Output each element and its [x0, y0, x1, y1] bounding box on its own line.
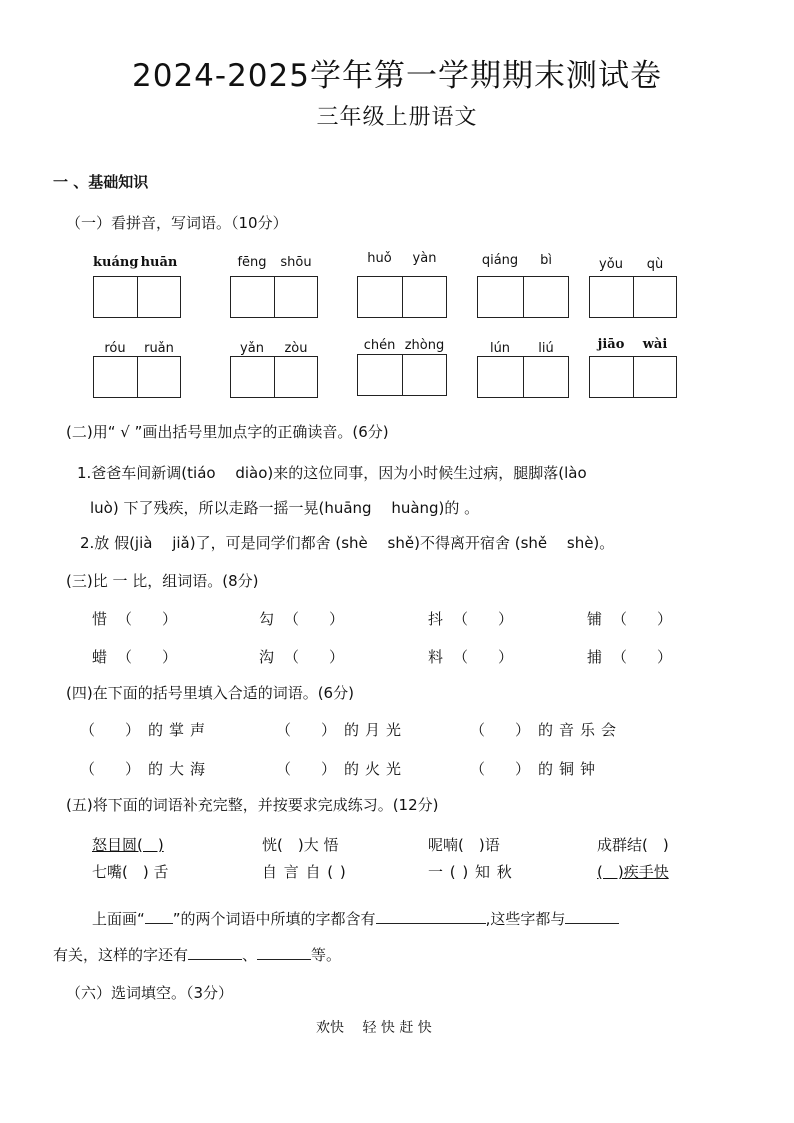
q5-item-5: 七嘴( ) 舌	[92, 863, 169, 881]
q5-paragraph-line1	[92, 908, 619, 929]
pinyin-syllable: huān	[140, 255, 178, 270]
q3-heading: (三)比 一 比，组词语。(8分)	[66, 572, 259, 590]
writing-box[interactable]	[230, 276, 318, 318]
q5-item-1: 怒目圆( )	[92, 836, 164, 854]
q3-char: 料	[428, 648, 444, 666]
q5-para-text-b2: 、	[242, 946, 258, 964]
q3-item	[259, 608, 344, 629]
pinyin-syllable: wài	[642, 337, 668, 352]
writing-cell[interactable]	[274, 277, 318, 317]
writing-cell[interactable]	[94, 357, 137, 397]
answer-parens[interactable]: （ ）	[284, 610, 345, 628]
q4-item	[276, 719, 407, 740]
writing-cell[interactable]	[590, 357, 633, 397]
q4-phrase: 的掌声	[148, 721, 212, 739]
answer-parens[interactable]: （ ）	[117, 610, 178, 628]
q5-para-text-b1: 有关，这样的字还有	[53, 946, 189, 964]
q2-heading: (二)用“ √ ”画出括号里加点字的正确读音。(6分)	[66, 423, 389, 441]
answer-parens[interactable]: （ ）	[612, 610, 673, 628]
q5-para-text-b3: 等。	[311, 946, 342, 964]
writing-cell[interactable]	[402, 277, 447, 317]
answer-parens[interactable]: （ ）	[612, 648, 673, 666]
writing-cell[interactable]	[231, 277, 274, 317]
writing-cell[interactable]	[633, 357, 677, 397]
pinyin-syllable: chén	[363, 338, 396, 353]
writing-cell[interactable]	[137, 277, 181, 317]
pinyin-syllable: jiāo	[597, 337, 625, 352]
q3-char: 捕	[587, 648, 603, 666]
q6-heading: （六）选词填空。（3分）	[66, 984, 234, 1002]
q4-phrase: 的音乐会	[538, 721, 623, 739]
writing-box[interactable]	[589, 356, 677, 398]
q4-heading: (四)在下面的括号里填入合适的词语。(6分)	[66, 684, 354, 702]
q4-phrase: 的大海	[148, 760, 212, 778]
answer-parens[interactable]: （ ）	[284, 648, 345, 666]
writing-cell[interactable]	[137, 357, 181, 397]
q3-char: 蜡	[92, 648, 108, 666]
answer-blank[interactable]	[565, 909, 619, 924]
page-title: 2024-2025学年第一学期期末测试卷	[132, 58, 662, 94]
writing-cell[interactable]	[523, 357, 569, 397]
writing-box[interactable]	[477, 356, 569, 398]
section-heading: 一 、基础知识	[53, 173, 149, 191]
answer-blank[interactable]	[145, 909, 173, 924]
answer-parens[interactable]: （ ）	[80, 760, 141, 778]
q3-item	[92, 608, 177, 629]
pinyin-syllable: shōu	[280, 255, 312, 270]
q3-char: 铺	[587, 610, 603, 628]
answer-parens[interactable]: （ ）	[470, 721, 531, 739]
pinyin-syllable: ruǎn	[144, 341, 174, 356]
q2-sentence-2: 2.放 假(jià jiǎ)了，可是同学们都舍 (shè shě)不得离开宿舍 (shě shè)。	[80, 534, 615, 552]
q5-para-text-a2: ”的两个词语中所填的字都含有	[172, 910, 376, 928]
q3-item	[92, 646, 177, 667]
writing-box[interactable]	[93, 356, 181, 398]
writing-cell[interactable]	[358, 355, 402, 395]
answer-parens[interactable]: （ ）	[117, 648, 178, 666]
writing-box[interactable]	[589, 276, 677, 318]
q2-sentence-1a: 1.爸爸车间新调(tiáo diào)来的这位同事，因为小时候生过病，腿脚落(lào	[77, 464, 587, 482]
writing-cell[interactable]	[478, 277, 523, 317]
answer-parens[interactable]: （ ）	[276, 721, 337, 739]
q4-item	[276, 758, 407, 779]
writing-box[interactable]	[477, 276, 569, 318]
writing-cell[interactable]	[402, 355, 447, 395]
pinyin-syllable: róu	[104, 341, 126, 356]
writing-cell[interactable]	[274, 357, 318, 397]
pinyin-syllable: yǎn	[240, 341, 264, 356]
pinyin-syllable: qiáng	[481, 253, 519, 268]
answer-parens[interactable]: （ ）	[276, 760, 337, 778]
q5-item-6: 自 言 自 ( )	[262, 863, 347, 881]
writing-cell[interactable]	[478, 357, 523, 397]
writing-cell[interactable]	[633, 277, 677, 317]
pinyin-syllable: zòu	[284, 341, 308, 356]
pinyin-syllable: fēng	[237, 255, 267, 270]
answer-parens[interactable]: （ ）	[453, 610, 514, 628]
q5-item-3: 呢喃( )语	[428, 836, 500, 854]
q6-word-choices: 欢快 轻 快 赶 快	[316, 1020, 432, 1036]
writing-box[interactable]	[357, 276, 447, 318]
pinyin-syllable: lún	[489, 341, 511, 356]
pinyin-syllable: yǒu	[599, 257, 623, 272]
writing-cell[interactable]	[358, 277, 402, 317]
q5-paragraph-line2	[53, 944, 341, 965]
q5-para-text-a1: 上面画“	[92, 910, 145, 928]
q3-char: 沟	[259, 648, 275, 666]
q1-heading: （一）看拼音，写词语。（10分）	[66, 214, 288, 232]
q4-phrase: 的铜钟	[538, 760, 602, 778]
writing-box[interactable]	[230, 356, 318, 398]
q5-heading: (五)将下面的词语补充完整，并按要求完成练习。(12分)	[66, 796, 439, 814]
pinyin-syllable: kuáng	[93, 255, 139, 270]
pinyin-syllable: zhòng	[404, 338, 445, 353]
q4-item	[80, 719, 211, 740]
pinyin-syllable: liú	[538, 341, 554, 356]
page-subtitle: 三年级上册语文	[316, 105, 478, 130]
q3-char: 惜	[92, 610, 108, 628]
writing-cell[interactable]	[94, 277, 137, 317]
q5-item-7: 一 ( ) 知 秋	[428, 863, 513, 881]
pinyin-syllable: yàn	[412, 251, 437, 266]
q5-para-text-a3: ,这些字都与	[485, 910, 566, 928]
answer-parens[interactable]: （ ）	[80, 721, 141, 739]
q4-item	[470, 719, 622, 740]
q3-char: 勾	[259, 610, 275, 628]
writing-cell[interactable]	[231, 357, 274, 397]
pinyin-syllable: bì	[540, 253, 552, 268]
q4-phrase: 的月光	[344, 721, 408, 739]
q4-item	[470, 758, 601, 779]
writing-box[interactable]	[357, 354, 447, 396]
writing-cell[interactable]	[523, 277, 569, 317]
pinyin-syllable: qù	[646, 257, 664, 272]
answer-blank[interactable]	[188, 945, 242, 960]
q3-item	[259, 646, 344, 667]
answer-blank[interactable]	[376, 909, 486, 924]
q3-item	[587, 646, 672, 667]
writing-box[interactable]	[93, 276, 181, 318]
q3-char: 抖	[428, 610, 444, 628]
q5-item-4: 成群结( )	[597, 836, 669, 854]
q5-item-8: ( )疾手快	[597, 863, 669, 881]
q3-item	[428, 646, 513, 667]
answer-parens[interactable]: （ ）	[470, 760, 531, 778]
answer-parens[interactable]: （ ）	[453, 648, 514, 666]
q3-item	[587, 608, 672, 629]
q5-item-2: 恍( )大 悟	[262, 836, 339, 854]
q4-item	[80, 758, 211, 779]
q3-item	[428, 608, 513, 629]
pinyin-syllable: huǒ	[367, 251, 392, 266]
answer-blank[interactable]	[257, 945, 311, 960]
q2-sentence-1b: luò) 下了残疾，所以走路一摇一晃(huāng huàng)的 。	[90, 499, 480, 517]
writing-cell[interactable]	[590, 277, 633, 317]
q4-phrase: 的火光	[344, 760, 408, 778]
